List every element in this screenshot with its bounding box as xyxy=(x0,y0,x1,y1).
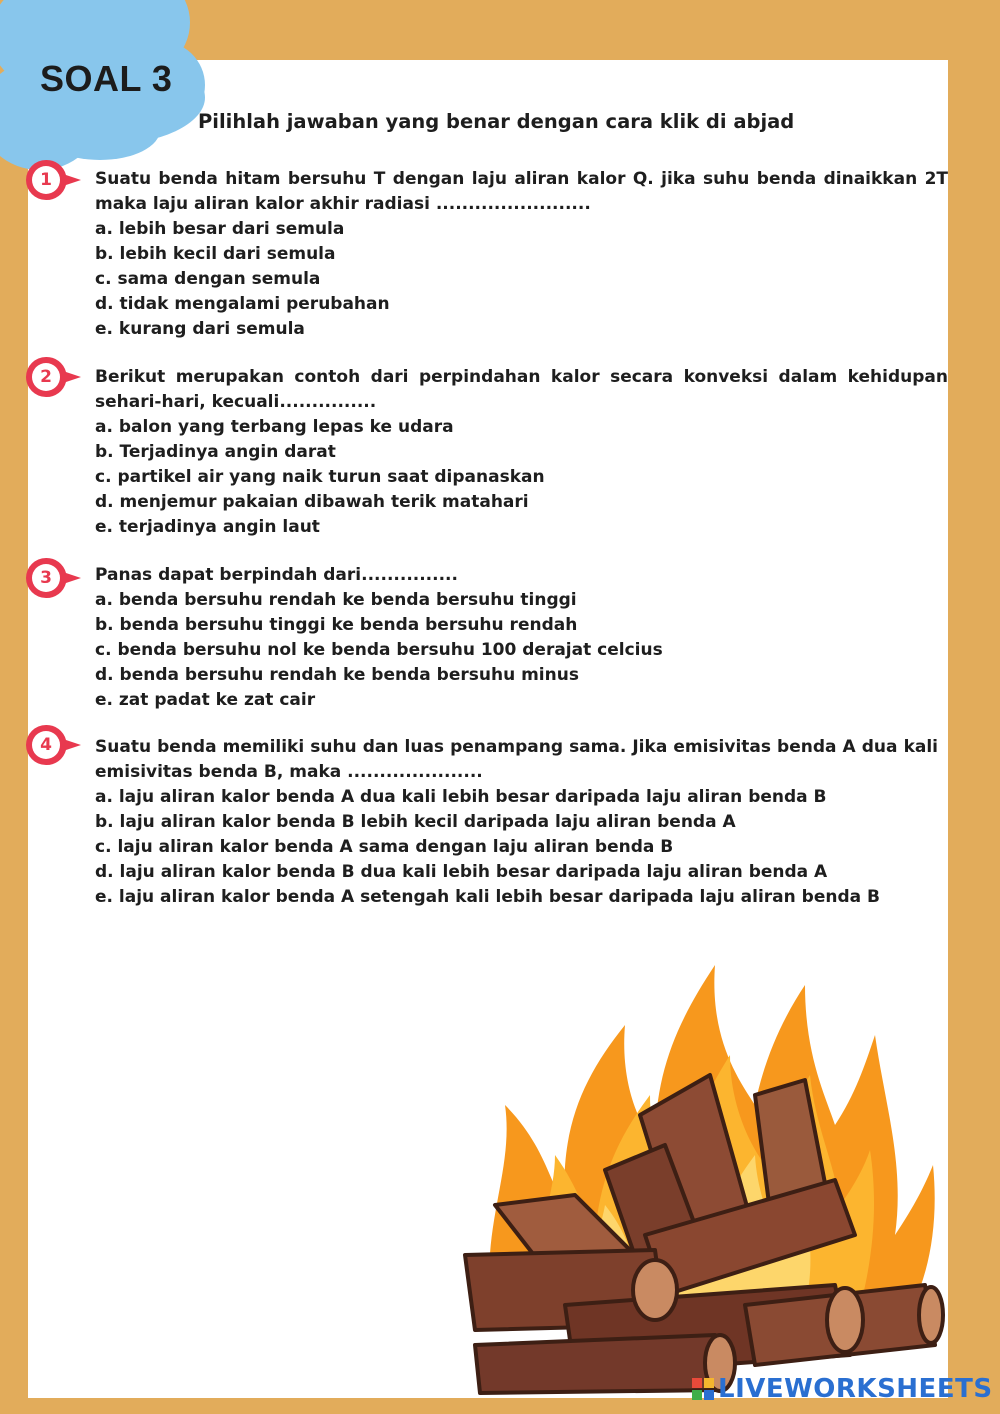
answer-option-e[interactable]: e. laju aliran kalor benda A setengah kali lebih besar daripada laju aliran benda B xyxy=(95,887,880,907)
answer-option-d[interactable]: d. laju aliran kalor benda B dua kali lebih besar daripada laju aliran benda A xyxy=(95,862,828,882)
answer-option-d[interactable]: d. tidak mengalami perubahan xyxy=(95,294,390,314)
answer-option-a[interactable]: a. benda bersuhu rendah ke benda bersuhu tinggi xyxy=(95,590,577,610)
answer-option-c[interactable]: c. sama dengan semula xyxy=(95,269,321,289)
question-number-badge xyxy=(25,157,83,203)
question-stem: Suatu benda memiliki suhu dan luas penampang sama. Jika emisivitas benda A dua kali emisivitas benda B, maka ..................... xyxy=(95,737,938,782)
campfire-illustration xyxy=(455,905,945,1395)
answer-option-c[interactable]: c. laju aliran kalor benda A sama dengan laju aliran benda B xyxy=(95,837,674,857)
answer-option-c[interactable]: c. benda bersuhu nol ke benda bersuhu 100 derajat celcius xyxy=(95,640,663,660)
answer-option-d[interactable]: d. menjemur pakaian dibawah terik matahari xyxy=(95,492,529,512)
worksheet-title: SOAL 3 xyxy=(40,58,173,99)
question-number: 3 xyxy=(40,568,52,588)
question-stem: Berikut merupakan contoh dari perpindahan kalor secara konveksi dalam kehidupan sehari-hari, kecuali............... xyxy=(95,367,948,412)
liveworksheets-logo-icon xyxy=(692,1378,714,1400)
question-number-badge xyxy=(25,555,83,601)
answer-option-a[interactable]: a. balon yang terbang lepas ke udara xyxy=(95,417,454,437)
answer-option-a[interactable]: a. laju aliran kalor benda A dua kali lebih besar daripada laju aliran benda B xyxy=(95,787,827,807)
question-number: 2 xyxy=(40,367,52,387)
question-stem: Suatu benda hitam bersuhu T dengan laju aliran kalor Q. jika suhu benda dinaikkan 2T maka laju aliran kalor akhir radiasi ........................ xyxy=(95,169,948,214)
question-number-badge xyxy=(25,722,83,768)
question-stem: Panas dapat berpindah dari............... xyxy=(95,565,458,585)
brand-name: LIVEWORKSHEETS xyxy=(718,1374,993,1404)
answer-option-e[interactable]: e. zat padat ke zat cair xyxy=(95,690,316,710)
instruction-text: Pilihlah jawaban yang benar dengan cara klik di abjad xyxy=(198,110,795,133)
liveworksheets-brand[interactable] xyxy=(692,1374,993,1404)
answer-option-e[interactable]: e. kurang dari semula xyxy=(95,319,305,339)
answer-option-d[interactable]: d. benda bersuhu rendah ke benda bersuhu minus xyxy=(95,665,579,685)
question-1 xyxy=(95,167,948,342)
answer-option-b[interactable]: b. benda bersuhu tinggi ke benda bersuhu rendah xyxy=(95,615,578,635)
question-2 xyxy=(95,365,948,540)
answer-option-b[interactable]: b. lebih kecil dari semula xyxy=(95,244,336,264)
question-number: 1 xyxy=(40,170,52,190)
answer-option-e[interactable]: e. terjadinya angin laut xyxy=(95,517,320,537)
answer-option-b[interactable]: b. Terjadinya angin darat xyxy=(95,442,336,462)
question-3 xyxy=(95,563,948,713)
answer-option-c[interactable]: c. partikel air yang naik turun saat dipanaskan xyxy=(95,467,545,487)
answer-option-b[interactable]: b. laju aliran kalor benda B lebih kecil daripada laju aliran benda A xyxy=(95,812,736,832)
question-number: 4 xyxy=(40,735,52,755)
answer-option-a[interactable]: a. lebih besar dari semula xyxy=(95,219,345,239)
question-number-badge xyxy=(25,354,83,400)
question-4 xyxy=(95,735,938,910)
